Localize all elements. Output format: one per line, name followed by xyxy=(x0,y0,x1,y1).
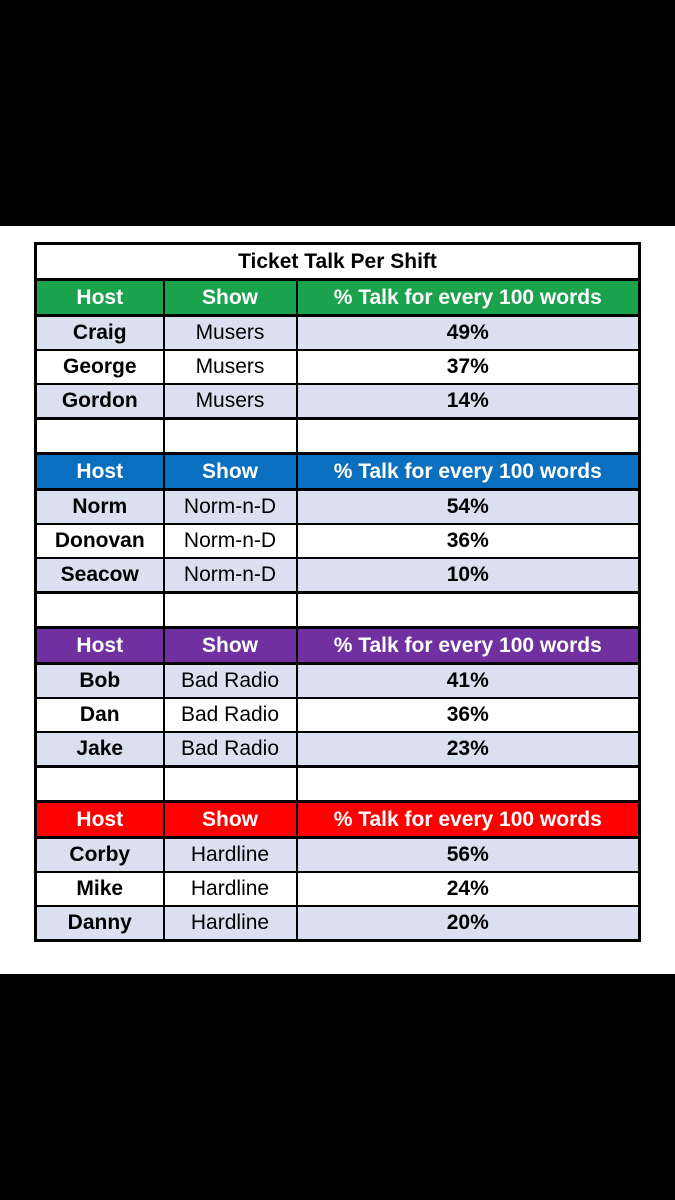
show-cell: Bad Radio xyxy=(164,698,297,732)
show-cell: Hardline xyxy=(164,838,297,873)
header-host: Host xyxy=(36,454,164,490)
show-cell: Hardline xyxy=(164,906,297,941)
empty-cell xyxy=(297,419,640,454)
table-title: Ticket Talk Per Shift xyxy=(36,244,640,280)
spacer-row xyxy=(36,419,640,454)
table-row xyxy=(36,838,640,873)
header-show: Show xyxy=(164,280,297,316)
table-row xyxy=(36,316,640,351)
pct-cell: 54% xyxy=(297,490,640,525)
show-cell: Norm-n-D xyxy=(164,524,297,558)
show-cell: Bad Radio xyxy=(164,732,297,767)
table-row xyxy=(36,664,640,699)
host-cell: Danny xyxy=(36,906,164,941)
table-row xyxy=(36,698,640,732)
pct-cell: 41% xyxy=(297,664,640,699)
table-row xyxy=(36,906,640,941)
host-cell: Seacow xyxy=(36,558,164,593)
host-cell: Donovan xyxy=(36,524,164,558)
empty-cell xyxy=(297,593,640,628)
host-cell: Dan xyxy=(36,698,164,732)
pct-cell: 36% xyxy=(297,524,640,558)
group-header-row xyxy=(36,628,640,664)
table-row xyxy=(36,490,640,525)
empty-cell xyxy=(36,593,164,628)
header-show: Show xyxy=(164,454,297,490)
header-pct: % Talk for every 100 words xyxy=(297,628,640,664)
table-body xyxy=(36,244,640,941)
host-cell: Corby xyxy=(36,838,164,873)
pct-cell: 36% xyxy=(297,698,640,732)
group-header-row xyxy=(36,280,640,316)
group-header-row xyxy=(36,802,640,838)
header-pct: % Talk for every 100 words xyxy=(297,454,640,490)
show-cell: Hardline xyxy=(164,872,297,906)
header-host: Host xyxy=(36,280,164,316)
empty-cell xyxy=(36,767,164,802)
table-row xyxy=(36,872,640,906)
show-cell: Musers xyxy=(164,350,297,384)
group-header-row xyxy=(36,454,640,490)
header-show: Show xyxy=(164,628,297,664)
header-show: Show xyxy=(164,802,297,838)
spacer-row xyxy=(36,593,640,628)
ticket-talk-table xyxy=(34,242,641,942)
table-row xyxy=(36,384,640,419)
host-cell: Jake xyxy=(36,732,164,767)
show-cell: Musers xyxy=(164,384,297,419)
empty-cell xyxy=(164,767,297,802)
empty-cell xyxy=(36,419,164,454)
header-host: Host xyxy=(36,628,164,664)
host-cell: Gordon xyxy=(36,384,164,419)
host-cell: Mike xyxy=(36,872,164,906)
empty-cell xyxy=(164,593,297,628)
pct-cell: 20% xyxy=(297,906,640,941)
header-pct: % Talk for every 100 words xyxy=(297,280,640,316)
table-row xyxy=(36,524,640,558)
pct-cell: 14% xyxy=(297,384,640,419)
table-row xyxy=(36,732,640,767)
spacer-row xyxy=(36,767,640,802)
pct-cell: 49% xyxy=(297,316,640,351)
show-cell: Norm-n-D xyxy=(164,558,297,593)
show-cell: Bad Radio xyxy=(164,664,297,699)
pct-cell: 23% xyxy=(297,732,640,767)
empty-cell xyxy=(164,419,297,454)
show-cell: Musers xyxy=(164,316,297,351)
pct-cell: 37% xyxy=(297,350,640,384)
show-cell: Norm-n-D xyxy=(164,490,297,525)
table-row xyxy=(36,558,640,593)
host-cell: Bob xyxy=(36,664,164,699)
pct-cell: 24% xyxy=(297,872,640,906)
empty-cell xyxy=(297,767,640,802)
host-cell: Craig xyxy=(36,316,164,351)
host-cell: Norm xyxy=(36,490,164,525)
header-host: Host xyxy=(36,802,164,838)
header-pct: % Talk for every 100 words xyxy=(297,802,640,838)
host-cell: George xyxy=(36,350,164,384)
pct-cell: 10% xyxy=(297,558,640,593)
title-row xyxy=(36,244,640,280)
pct-cell: 56% xyxy=(297,838,640,873)
table-row xyxy=(36,350,640,384)
